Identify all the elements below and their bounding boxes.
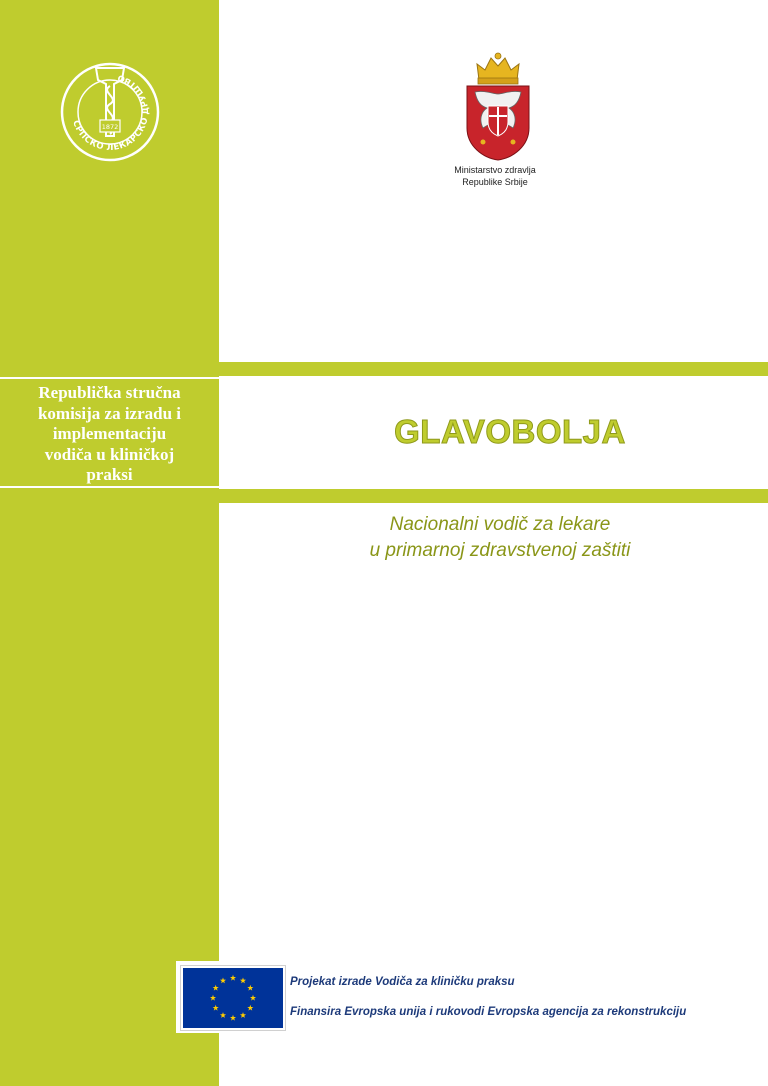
subtitle-line-1: Nacionalni vodič za lekare	[389, 514, 611, 535]
ministry-label: Ministarstvo zdravlja Republike Srbije	[454, 165, 536, 187]
project-line: Projekat izrade Vodiča za kliničku praksu	[290, 976, 515, 988]
bottom-green-band	[219, 489, 768, 503]
commission-box	[0, 377, 219, 488]
subtitle-line-2: u primarnoj zdravstvenoj zaštiti	[369, 540, 631, 561]
logo-ring-text: СРПСКО ЛЕКАРСКО ДРУШТВО	[70, 71, 152, 154]
funding-line: Finansira Evropska unija i rukovodi Evropska agencija za rekonstrukciju	[290, 1006, 687, 1018]
medical-society-logo	[56, 58, 164, 166]
document-title: GLAVOBOLJA	[394, 413, 626, 450]
top-green-band	[219, 362, 768, 376]
commission-text: Republička stručna komisija za izradu i implementaciju vodiča u kliničkoj praksi	[37, 383, 182, 484]
logo-year: 1872	[101, 123, 119, 131]
eu-flag-icon	[181, 966, 285, 1030]
serbia-coat-of-arms	[463, 50, 533, 162]
eu-flag-frame	[180, 965, 286, 1031]
